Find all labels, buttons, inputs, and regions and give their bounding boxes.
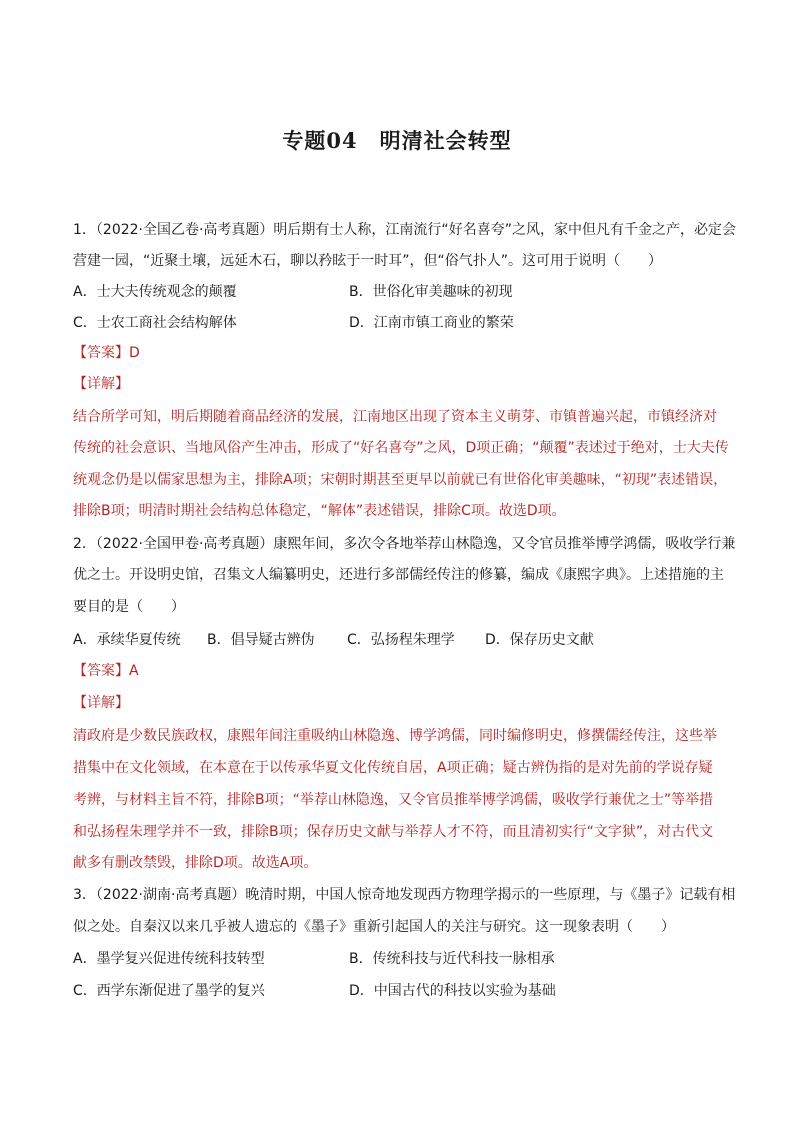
page-title: 专题04 明清社会转型 [282, 128, 512, 153]
q3-option-a: A．墨学复兴促进传统科技转型 [73, 951, 265, 967]
q2-stem-line2: 优之士。开设明史馆，召集文人编纂明史，还进行多部儒经传注的修纂，编成《康熙字典》。上述措施的主 [73, 567, 724, 583]
q1-option-b: B．世俗化审美趣味的初现 [349, 284, 513, 300]
q2-explanation-line5: 献多有删改禁毁，排除D项。故选A项。 [73, 855, 318, 871]
q1-detail-label: 【详解】 [73, 376, 129, 392]
q1-option-a: A．士大夫传统观念的颠覆 [73, 284, 237, 300]
q3-option-d: D．中国古代的科技以实验为基础 [349, 983, 556, 999]
q2-detail-label: 【详解】 [73, 695, 129, 711]
q1-explanation-line1: 结合所学可知，明后期随着商品经济的发展，江南地区出现了资本主义萌芽、市镇普遍兴起，市镇经济对 [73, 409, 717, 425]
q2-explanation-line1: 清政府是少数民族政权，康熙年间注重吸纳山林隐逸、博学鸿儒，同时编修明史，修撰儒经传注，这些举 [73, 728, 717, 744]
q3-stem-line1: 3．（2022·湖南·高考真题）晚清时期，中国人惊奇地发现西方物理学揭示的一些原理，与《墨子》记载有相 [73, 887, 736, 903]
q3-option-c: C．西学东渐促进了墨学的复兴 [73, 983, 265, 999]
q1-option-c: C．士农工商社会结构解体 [73, 315, 237, 331]
q1-explanation-line4: 排除B项；明清时期社会结构总体稳定，“解体”表述错误，排除C项。故选D项。 [73, 503, 566, 519]
q1-answer: 【答案】D [73, 345, 140, 361]
q1-stem-line2: 营建一园，“近聚土壤，远延木石，聊以矜眩于一时耳”，但“俗气扑人”。这可用于说明（ ） [73, 253, 663, 269]
q3-stem-line2: 似之处。自秦汉以来几乎被人遗忘的《墨子》重新引起国人的关注与研究。这一现象表明（ ） [73, 919, 675, 935]
q2-explanation-line4: 和弘扬程朱理学并不一致，排除B项；保存历史文献与举荐人才不符，而且清初实行“文字狱”，对古代文 [73, 824, 714, 840]
q2-stem-line3: 要目的是（ ） [73, 599, 185, 615]
q1-explanation-line2: 传统的社会意识、当地风俗产生冲击，形成了“好名喜夸”之风，D项正确；“颠覆”表述过于绝对，士大夫传 [73, 440, 729, 456]
q2-explanation-line2: 措集中在文化领域，在本意在于以传承华夏文化传统自居，A项正确；疑古辨伪指的是对先前的学说存疑 [73, 760, 713, 776]
q1-stem-line1: 1．（2022·全国乙卷·高考真题）明后期有士人称，江南流行“好名喜夸”之风，家中但凡有千金之产，必定会 [73, 222, 736, 238]
q2-answer: 【答案】A [73, 663, 139, 679]
q2-stem-line1: 2．（2022·全国甲卷·高考真题）康熙年间，多次令各地举荐山林隐逸，又令官员推举博学鸿儒，吸收学行兼 [73, 536, 736, 552]
q1-option-d: D．江南市镇工商业的繁荣 [349, 315, 514, 331]
q2-option-a: A．承续华夏传统 [73, 632, 181, 648]
q3-option-b: B．传统科技与近代科技一脉相承 [349, 951, 555, 967]
q2-explanation-line3: 考辨，与材料主旨不符，排除B项；“举荐山林隐逸，又令官员推举博学鸿儒，吸收学行兼优之士”等举措 [73, 792, 714, 808]
q2-option-c: C．弘扬程朱理学 [347, 632, 455, 648]
q2-option-d: D．保存历史文献 [485, 632, 594, 648]
q1-explanation-line3: 统观念仍是以儒家思想为主，排除A项；宋朝时期甚至更早以前就已有世俗化审美趣味，“初现”表述错误， [73, 472, 728, 488]
q2-option-b: B．倡导疑古辨伪 [207, 632, 315, 648]
